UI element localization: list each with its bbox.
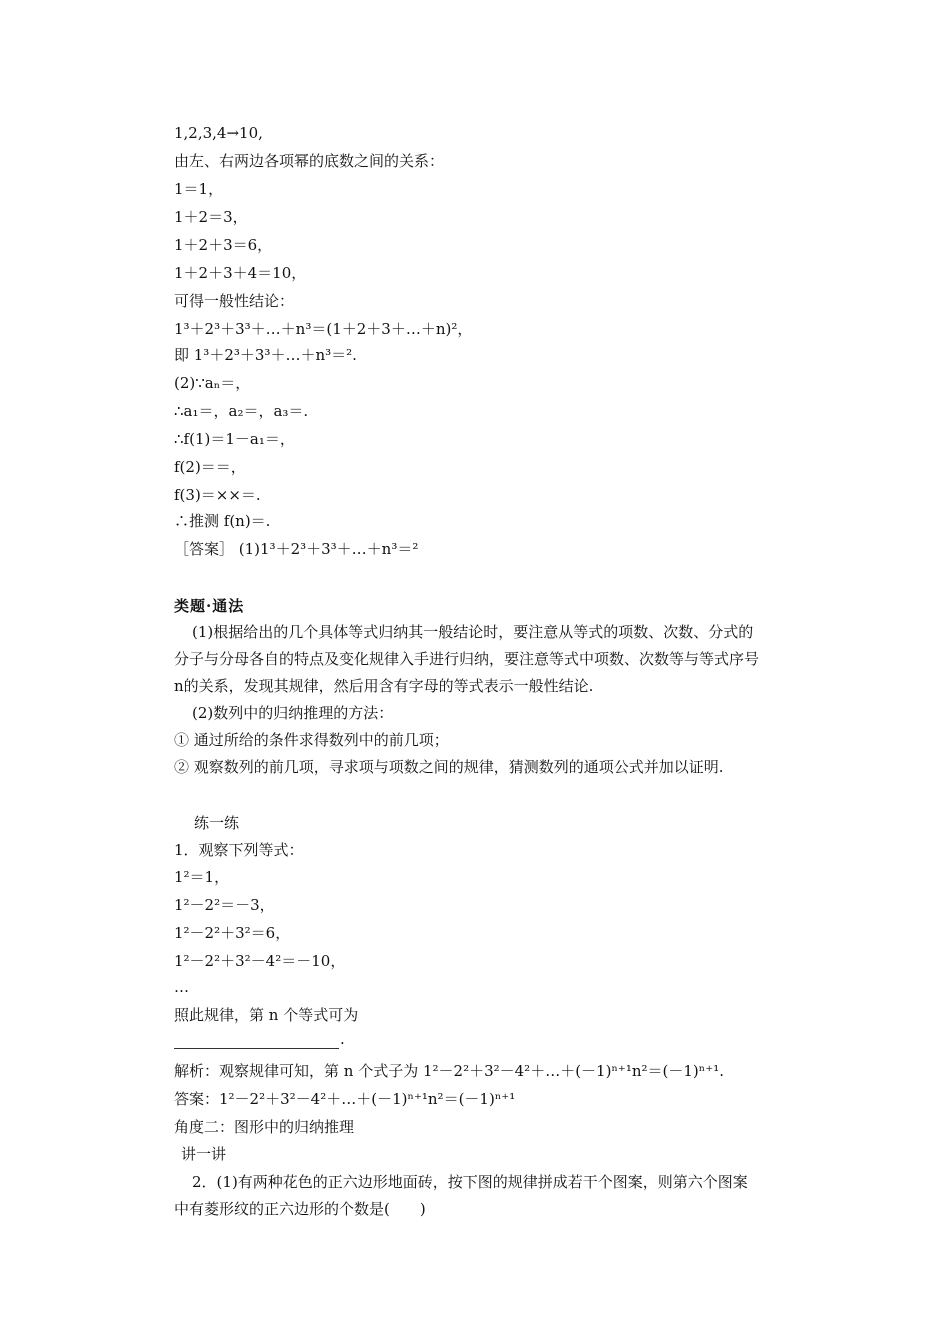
angle-title: 角度二：图形中的归纳推理 xyxy=(174,1118,355,1136)
text-line: 1＋2＋3＋4＝10， xyxy=(174,264,307,282)
question-line: 中有菱形纹的正六边形的个数是( ) xyxy=(174,1200,426,1218)
practice-heading: 练一练 xyxy=(194,814,240,832)
text-line: 1＋2＋3＝6， xyxy=(174,236,273,254)
ellipsis-line: … xyxy=(174,978,189,996)
answer-line: ［答案］ (1)1³＋2³＋3³＋…＋n³＝² xyxy=(174,540,419,558)
answer-line: 答案：1²－2²＋3²－4²＋…＋(－1)ⁿ⁺¹n²＝(－1)ⁿ⁺¹ xyxy=(174,1090,516,1108)
formula-line: f(3)＝××＝. xyxy=(174,486,261,504)
text-line: 1＋2＝3， xyxy=(174,208,248,226)
equation-line: 1²－2²＝－3， xyxy=(174,896,275,914)
equation-line: 1²－2²＋3²＝6， xyxy=(174,924,291,942)
formula-line: ∴f(1)＝1－a₁＝， xyxy=(174,430,295,448)
formula-line: 1³＋2³＋3³＋…＋n³＝(1＋2＋3＋…＋n)²， xyxy=(174,320,473,338)
formula-line: f(2)＝＝， xyxy=(174,458,246,476)
formula-line: (2)∵aₙ＝， xyxy=(174,374,251,392)
equation-line: 1²＝1， xyxy=(174,868,230,886)
answer-blank xyxy=(174,1048,339,1049)
paragraph-line: (1)根据给出的几个具体等式归纳其一般结论时，要注意从等式的项数、次数、分式的 xyxy=(192,623,754,641)
paragraph-line: 分子与分母各自的特点及变化规律入手进行归纳，要注意等式中项数、次数等与等式序号 xyxy=(174,650,760,668)
formula-line: ∴推测 f(n)＝. xyxy=(174,512,271,530)
question-line: 照此规律，第 n 个等式可为 xyxy=(174,1006,359,1024)
paragraph-line: n的关系，发现其规律，然后用含有字母的等式表示一般性结论. xyxy=(174,677,594,695)
question-line: 1．观察下列等式： xyxy=(174,841,304,859)
blank-period: . xyxy=(340,1030,345,1048)
text-line: 由左、右两边各项幂的底数之间的关系： xyxy=(174,152,445,170)
lecture-heading: 讲一讲 xyxy=(181,1145,227,1163)
analysis-line: 解析：观察规律可知，第 n 个式子为 1²－2²＋3²－4²＋…＋(－1)ⁿ⁺¹n²＝(－1)ⁿ⁺¹. xyxy=(174,1062,724,1080)
text-line: 可得一般性结论： xyxy=(174,292,295,310)
equation-line: 1²－2²＋3²－4²＝－10， xyxy=(174,952,346,970)
formula-line: 即 1³＋2³＋3³＋…＋n³＝². xyxy=(174,346,357,364)
section-title: 类题·通法 xyxy=(174,597,245,615)
text-line: 1＝1， xyxy=(174,180,224,198)
question-line: 2．(1)有两种花色的正六边形地面砖，按下图的规律拼成若干个图案，则第六个图案 xyxy=(192,1173,748,1191)
method-step: ① 通过所给的条件求得数列中的前几项； xyxy=(174,731,449,749)
method-step: ② 观察数列的前几项，寻求项与项数之间的规律，猜测数列的通项公式并加以证明. xyxy=(174,758,724,776)
paragraph-line: (2)数列中的归纳推理的方法： xyxy=(192,704,394,722)
text-line: 1,2,3,4→10, xyxy=(174,124,263,142)
formula-line: ∴a₁＝，a₂＝，a₃＝. xyxy=(174,402,309,420)
